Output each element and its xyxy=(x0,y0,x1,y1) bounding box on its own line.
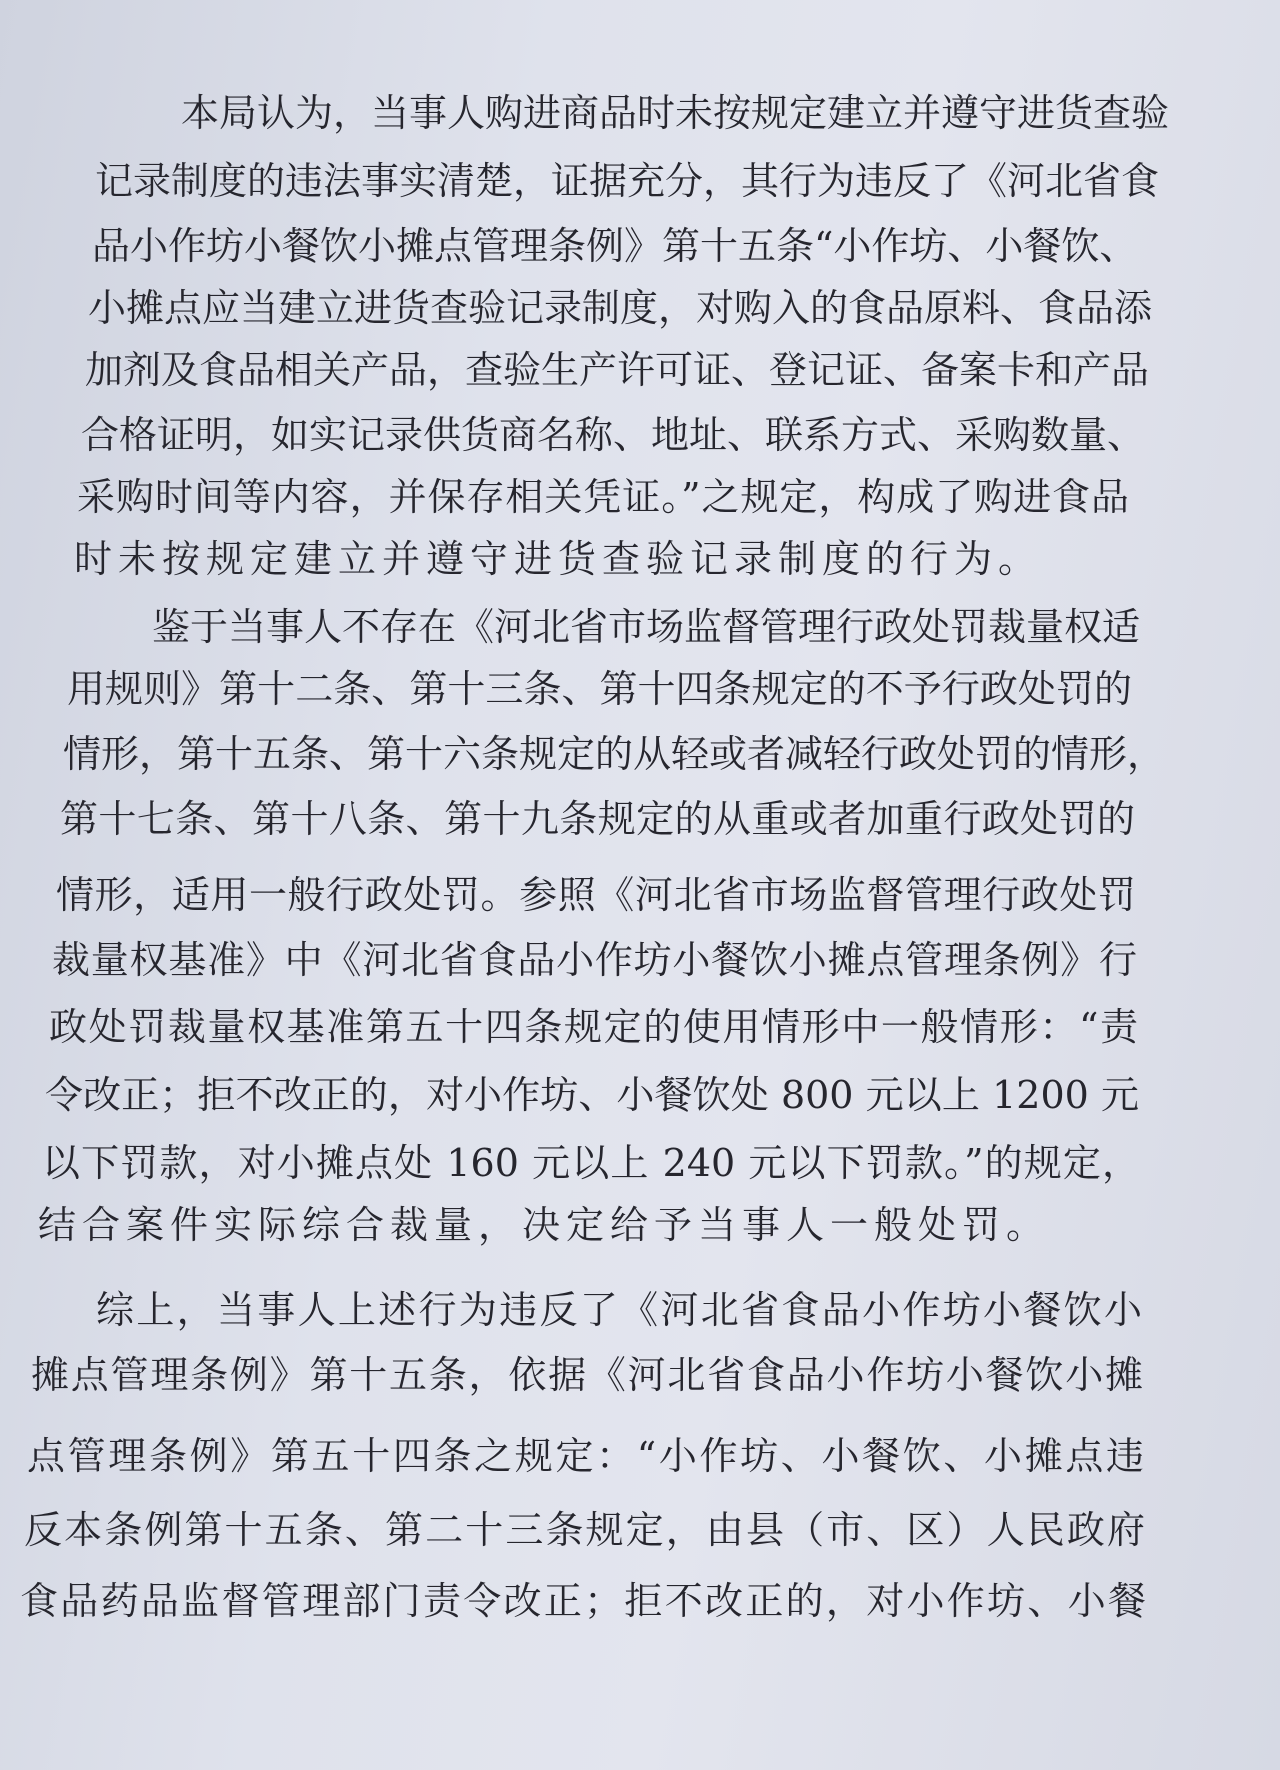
text-line: 小摊点应当建立进货查验记录制度，对购入的食品原料、食品添 xyxy=(88,286,1153,330)
text-line: 记录制度的违法事实清楚，证据充分，其行为违反了《河北省食 xyxy=(95,159,1160,203)
text-line: 综上，当事人上述行为违反了《河北省食品小作坊小餐饮小 xyxy=(96,1288,1142,1332)
text-line: 鉴于当事人不存在《河北省市场监督管理行政处罚裁量权适 xyxy=(152,605,1141,649)
text-line: 食品药品监督管理部门责令改正；拒不改正的，对小作坊、小餐 xyxy=(20,1579,1146,1623)
text-line: 合格证明，如实记录供货商名称、地址、联系方式、采购数量、 xyxy=(81,413,1146,457)
text-line: 用规则》第十二条、第十三条、第十四条规定的不予行政处罚的 xyxy=(67,667,1132,711)
text-line: 第十七条、第十八条、第十九条规定的从重或者加重行政处罚的 xyxy=(60,797,1135,841)
text-line: 品小作坊小餐饮小摊点管理条例》第十五条“小作坊、小餐饮、 xyxy=(92,224,1138,268)
text-line: 情形，适用一般行政处罚。参照《河北省市场监督管理行政处罚 xyxy=(56,873,1136,917)
text-line: 采购时间等内容，并保存相关凭证。”之规定，构成了购进食品 xyxy=(77,475,1129,519)
text-line: 以下罚款，对小摊点处 160 元以上 240 元以下罚款。”的规定， xyxy=(42,1141,1140,1185)
text-line: 结合案件实际综合裁量，决定给予当事人一般处罚。 xyxy=(38,1203,1051,1247)
text-line: 令改正；拒不改正的，对小作坊、小餐饮处 800 元以上 1200 元 xyxy=(45,1073,1139,1117)
text-line: 情形，第十五条、第十六条规定的从轻或者减轻行政处罚的情形， xyxy=(63,732,1166,776)
text-line: 加剂及食品相关产品，查验生产许可证、登记证、备案卡和产品 xyxy=(85,348,1150,392)
text-line: 摊点管理条例》第十五条，依据《河北省食品小作坊小餐饮小摊 xyxy=(31,1353,1143,1397)
text-line: 时未按规定建立并遵守进货查验记录制度的行为。 xyxy=(74,537,1043,581)
text-line: 点管理条例》第五十四条之规定：“小作坊、小餐饮、小摊点违 xyxy=(27,1434,1144,1478)
text-line: 本局认为，当事人购进商品时未按规定建立并遵守进货查验 xyxy=(181,91,1170,135)
text-line: 反本条例第十五条、第二十三条规定，由县（市、区）人民政府 xyxy=(24,1508,1145,1552)
text-line: 政处罚裁量权基准第五十四条规定的使用情形中一般情形：“责 xyxy=(49,1005,1138,1049)
text-line: 裁量权基准》中《河北省食品小作坊小餐饮小摊点管理条例》行 xyxy=(52,938,1137,982)
